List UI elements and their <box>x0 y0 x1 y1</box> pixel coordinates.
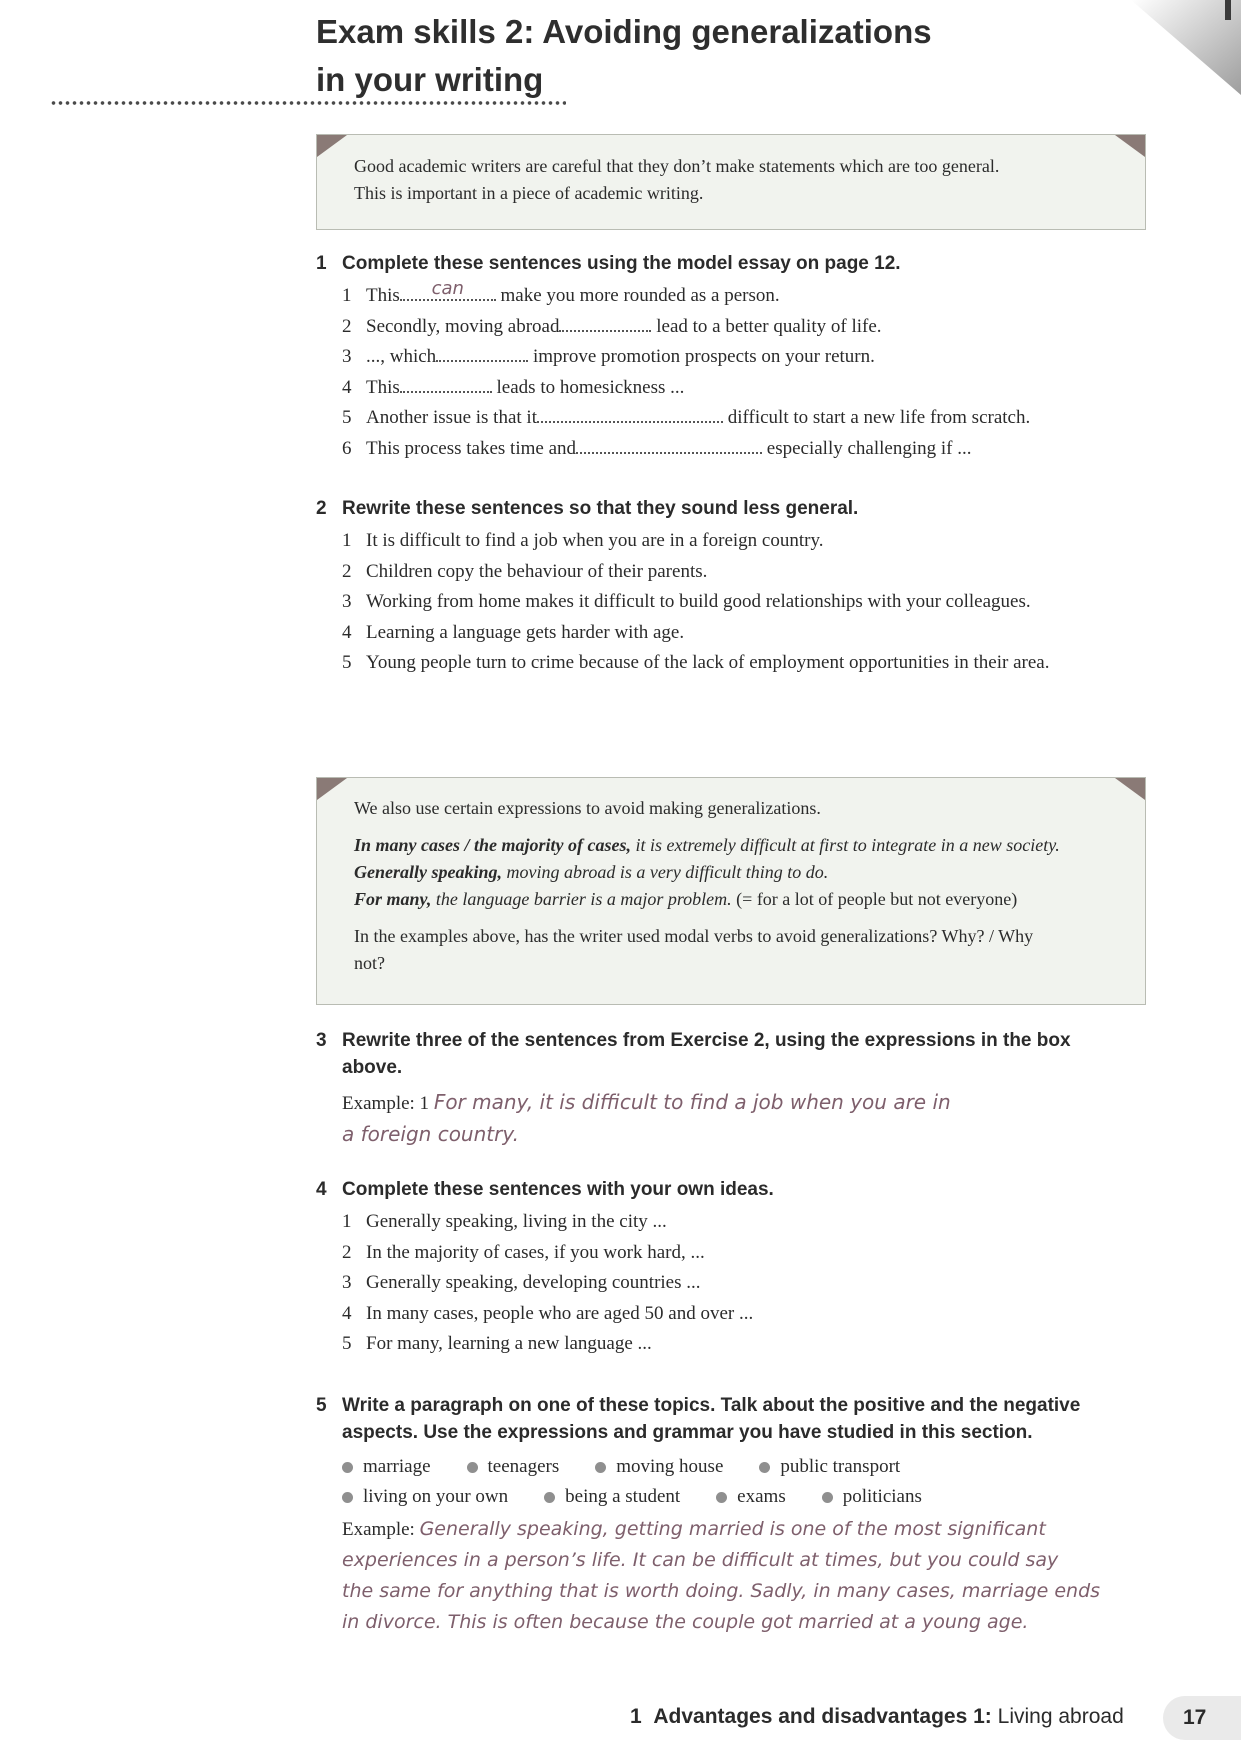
exercise-instruction: Rewrite three of the sentences from Exercise 2, using the expressions in the box above. <box>342 1030 1071 1078</box>
item-text: This <box>366 376 400 398</box>
exercise-instruction: Complete these sentences with your own ideas. <box>342 1179 774 1200</box>
box-question: In the examples above, has the writer used modal verbs to avoid generalizations? Why? / Why not? <box>354 926 1034 973</box>
box-intro: We also use certain expressions to avoid making generalizations. <box>354 798 821 818</box>
item-text: lead to a better quality of life. <box>656 315 882 337</box>
topic-item: living on your own <box>342 1482 508 1512</box>
item-number: 5 <box>342 1333 352 1354</box>
exercise-1-item-6 <box>316 434 1156 465</box>
answer-blank[interactable] <box>576 436 762 454</box>
exercise-number: 2 <box>316 498 327 519</box>
handwritten-answer: For many, it is difficult to find a job when you are in <box>433 1090 951 1114</box>
exercise-1 <box>316 250 1156 464</box>
item-number: 2 <box>342 1241 352 1263</box>
exercise-instruction: Write a paragraph on one of these topics. Talk about the positive and the negative aspects. Use the expressions and grammar you have studied in this section. <box>342 1395 1081 1443</box>
example-text: the language barrier is a major problem. <box>431 889 732 909</box>
answer-blank[interactable] <box>400 278 496 301</box>
exercise-instruction: Rewrite these sentences so that they sound less general. <box>342 498 859 519</box>
item-text: Generally speaking, living in the city ... <box>366 1211 667 1232</box>
exercise-2-item-5 <box>316 648 1096 679</box>
bullet-icon <box>822 1492 833 1503</box>
exercise-5-example <box>316 1514 1156 1638</box>
item-number: 4 <box>342 621 352 643</box>
exercise-4-item-5 <box>316 1329 1156 1360</box>
bullet-icon <box>595 1462 606 1473</box>
exercise-1-item-2 <box>316 312 1156 343</box>
box-corner-left <box>317 135 347 157</box>
example-label: Example: <box>342 1519 415 1540</box>
page-corner-decoration <box>1131 0 1241 95</box>
exercise-4-item-2 <box>316 1238 1156 1269</box>
exercise-5-heading <box>316 1392 1102 1446</box>
topic-item: politicians <box>822 1482 922 1512</box>
handwritten-answer: the same for anything that is worth doing. Sadly, in many cases, marriage ends <box>342 1580 1101 1602</box>
topic-item: teenagers <box>467 1452 560 1482</box>
exercise-number: 1 <box>316 253 327 274</box>
topic-item: being a student <box>544 1482 680 1512</box>
item-number: 6 <box>342 437 352 459</box>
item-text: Learning a language gets harder with age. <box>366 621 685 643</box>
exercise-number: 3 <box>316 1030 327 1051</box>
topic-item: marriage <box>342 1452 431 1482</box>
exercise-3-heading <box>316 1027 1132 1081</box>
item-text: This process takes time and <box>366 437 577 459</box>
example-label: Example: 1 <box>342 1093 430 1114</box>
answer-blank[interactable] <box>537 405 723 423</box>
bullet-icon <box>467 1462 478 1473</box>
handwritten-answer: experiences in a person’s life. It can be difficult at times, but you could say <box>342 1549 1059 1571</box>
info-box-intro <box>316 134 1146 230</box>
item-number: 5 <box>342 652 352 673</box>
item-text: Generally speaking, developing countries ... <box>366 1272 701 1293</box>
item-text: difficult to start a new life from scratch. <box>727 407 1031 428</box>
exercise-number: 5 <box>316 1395 327 1416</box>
item-text: Secondly, moving abroad <box>366 315 560 337</box>
exercise-4-item-3 <box>316 1268 1156 1299</box>
item-text: For many, learning a new language ... <box>366 1333 652 1354</box>
exercise-1-heading <box>316 250 1156 277</box>
exercise-1-item-5 <box>316 403 1156 434</box>
page-number: 17 <box>1163 1696 1241 1740</box>
topic-item: public transport <box>759 1452 900 1482</box>
bullet-icon <box>716 1492 727 1503</box>
exercise-2-item-1 <box>316 526 1096 557</box>
bullet-icon <box>544 1492 555 1503</box>
answer-blank[interactable] <box>559 314 651 332</box>
box-corner-left <box>317 778 347 800</box>
box-text-line: This is important in a piece of academic writing. <box>354 183 704 203</box>
exercise-2-item-2 <box>316 557 1096 588</box>
expression-bold: Generally speaking, <box>354 862 502 882</box>
item-number: 3 <box>342 1272 352 1293</box>
item-text: This <box>366 285 400 306</box>
handwritten-answer: can <box>431 278 464 299</box>
page-title-line2: in your writing <box>316 61 544 98</box>
item-number: 1 <box>342 1211 352 1232</box>
answer-blank[interactable] <box>400 375 492 393</box>
title-dotted-rule <box>50 100 566 106</box>
handwritten-answer: in divorce. This is often because the couple got married at a young age. <box>342 1611 1029 1633</box>
exercise-1-item-3 <box>316 342 1156 373</box>
item-number: 2 <box>342 560 352 582</box>
unit-title-bold: Advantages and disadvantages 1: <box>653 1705 992 1728</box>
unit-number: 1 <box>630 1705 642 1728</box>
exercise-4-heading <box>316 1176 1156 1203</box>
topic-item: exams <box>716 1482 786 1512</box>
item-number: 2 <box>342 315 352 337</box>
item-number: 3 <box>342 591 352 612</box>
expression-bold: In many cases / the majority of cases, <box>354 835 631 855</box>
item-text: Another issue is that it <box>366 407 537 428</box>
unit-title: Living abroad <box>997 1705 1124 1728</box>
box-example-2 <box>354 859 1125 886</box>
item-number: 5 <box>342 407 352 428</box>
topic-list <box>316 1452 1156 1512</box>
exercise-1-item-1 <box>316 278 1156 312</box>
exercise-instruction: Complete these sentences using the model essay on page 12. <box>342 253 901 274</box>
example-text: it is extremely difficult at first to integrate in a new society. <box>631 835 1060 855</box>
item-text: improve promotion prospects on your return. <box>532 346 875 367</box>
item-number: 1 <box>342 285 352 306</box>
exercise-3-example <box>316 1087 1156 1149</box>
exercise-1-item-4 <box>316 373 1156 404</box>
item-text: make you more rounded as a person. <box>500 285 780 306</box>
bullet-icon <box>759 1462 770 1473</box>
item-number: 4 <box>342 1302 352 1324</box>
item-text: Young people turn to crime because of the lack of employment opportunities in their area. <box>366 652 1050 673</box>
expression-bold: For many, <box>354 889 432 909</box>
example-note: (= for a lot of people but not everyone) <box>731 889 1018 909</box>
box-text-line: Good academic writers are careful that they don’t make statements which are too general. <box>354 156 1000 176</box>
exercise-number: 4 <box>316 1179 327 1200</box>
exercise-4 <box>316 1176 1156 1360</box>
item-text: ..., which <box>366 346 437 367</box>
exercise-4-item-4 <box>316 1299 1156 1330</box>
exercise-3 <box>316 1027 1156 1149</box>
page-title <box>316 8 1076 104</box>
exercise-5 <box>316 1392 1156 1638</box>
exercise-2 <box>316 495 1156 679</box>
item-text: especially challenging if ... <box>766 437 972 459</box>
exercise-4-item-1 <box>316 1207 1156 1238</box>
page-footer <box>630 1702 1150 1732</box>
topic-item: moving house <box>595 1452 723 1482</box>
exercise-2-item-4 <box>316 618 1096 649</box>
info-box-expressions <box>316 777 1146 1005</box>
page-title-line1: Exam skills 2: Avoiding generalizations <box>316 13 932 50</box>
handwritten-answer: a foreign country. <box>342 1122 519 1146</box>
exercise-2-item-3 <box>316 587 1096 618</box>
item-number: 3 <box>342 346 352 367</box>
item-text: Children copy the behaviour of their parents. <box>366 560 708 582</box>
example-text: moving abroad is a very difficult thing to do. <box>502 862 829 882</box>
item-number: 1 <box>342 530 352 551</box>
exercise-2-heading <box>316 495 1156 522</box>
handwritten-answer: Generally speaking, getting married is one of the most significant <box>419 1518 1046 1540</box>
bullet-icon <box>342 1462 353 1473</box>
item-text: It is difficult to find a job when you are in a foreign country. <box>366 530 824 551</box>
answer-blank[interactable] <box>436 344 528 362</box>
item-number: 4 <box>342 376 352 398</box>
item-text: In the majority of cases, if you work hard, ... <box>366 1241 705 1263</box>
item-text: Working from home makes it difficult to build good relationships with your colleagues. <box>366 591 1031 612</box>
item-text: In many cases, people who are aged 50 and over ... <box>366 1302 754 1324</box>
box-example-3 <box>354 886 1125 913</box>
bullet-icon <box>342 1492 353 1503</box>
item-text: leads to homesickness ... <box>496 376 685 398</box>
box-example-1 <box>354 832 1125 859</box>
